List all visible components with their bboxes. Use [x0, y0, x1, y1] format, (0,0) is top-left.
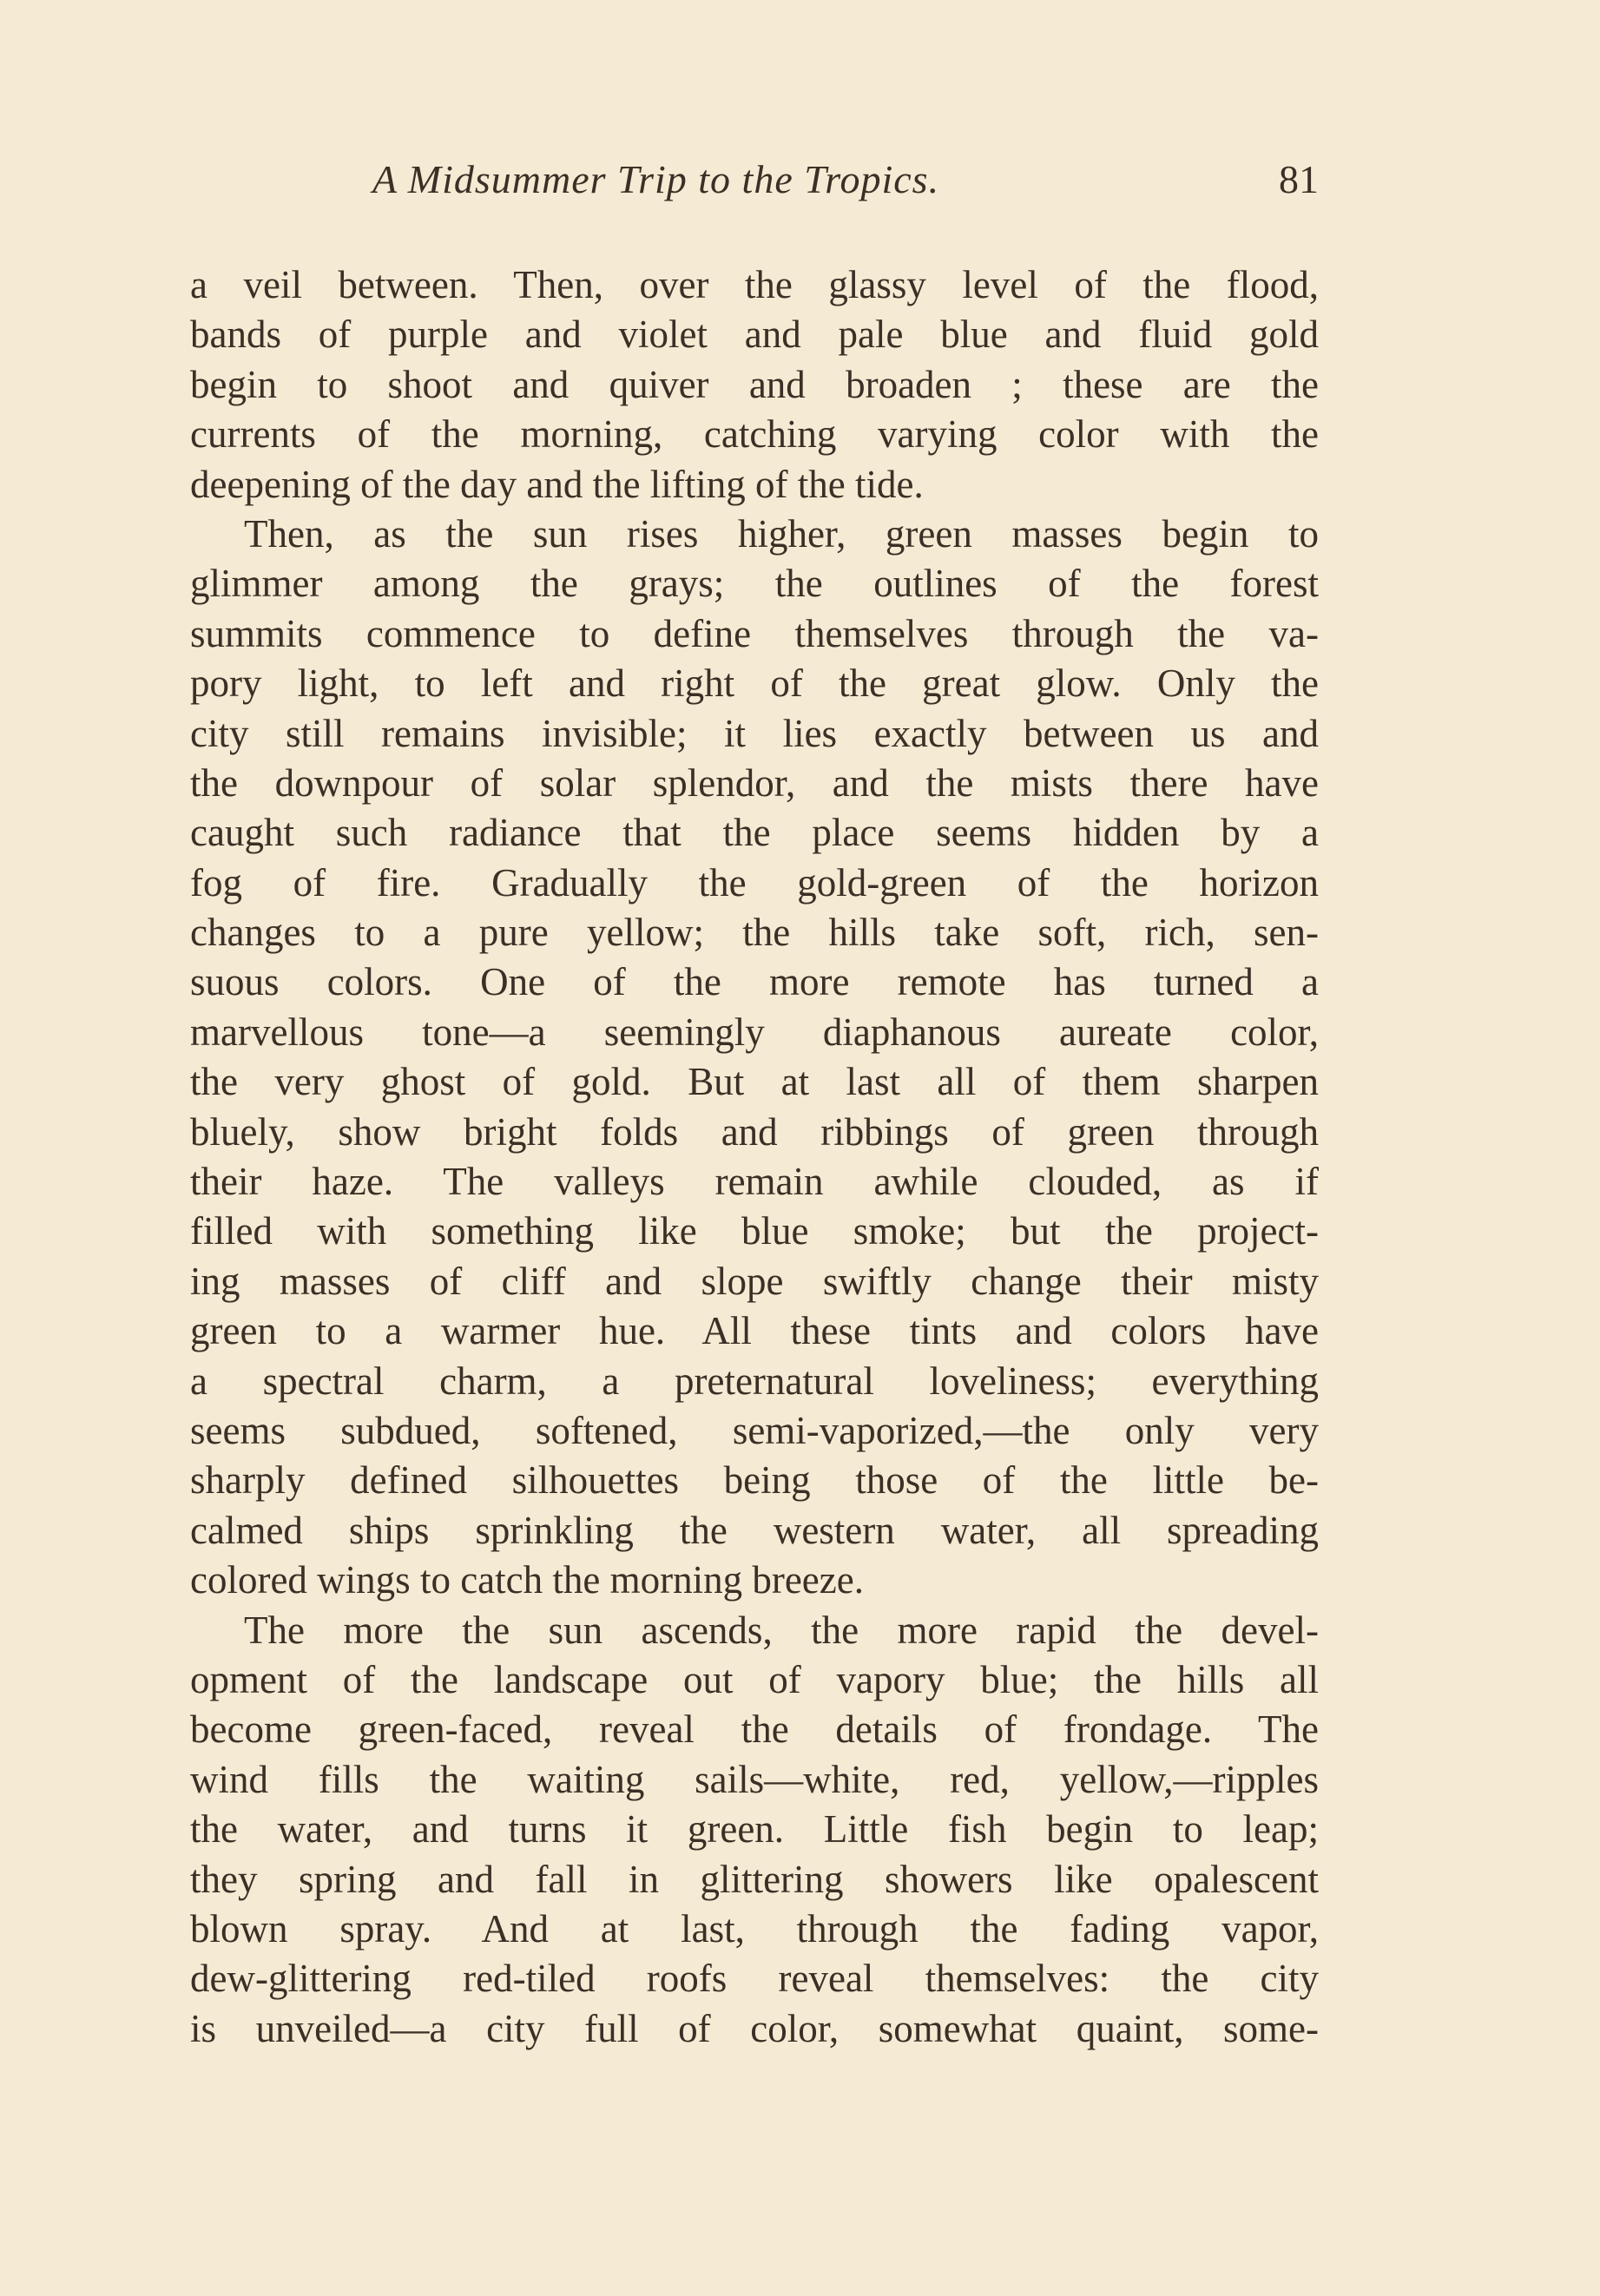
text-line: currents of the morning, catching varying color with the — [190, 412, 1319, 457]
text-line: marvellous tone—a seemingly diaphanous aureate color, — [190, 1010, 1319, 1054]
body-text — [190, 260, 1319, 2054]
text-line: The more the sun ascends, the more rapid the devel- — [244, 1608, 1319, 1652]
text-line: wind fills the waiting sails—white, red, yellow,—ripples — [190, 1757, 1319, 1801]
page-number: 81 — [1279, 157, 1319, 201]
text-line: dew-glittering red-tiled roofs reveal themselves: the city — [190, 1957, 1319, 2001]
page-header — [190, 156, 1319, 208]
text-line: they spring and fall in glittering showers like opalescent — [190, 1857, 1319, 1901]
text-line: seems subdued, softened, semi-vaporized,—the only very — [190, 1408, 1319, 1452]
text-line: Then, as the sun rises higher, green masses begin to — [244, 511, 1319, 556]
text-line: a spectral charm, a preternatural loveliness; everything — [190, 1359, 1319, 1403]
text-line: ing masses of cliff and slope swiftly change their misty — [190, 1259, 1319, 1303]
text-line: the very ghost of gold. But at last all of them sharpen — [190, 1060, 1319, 1104]
text-line: the downpour of solar splendor, and the mists there have — [190, 760, 1319, 805]
text-line: changes to a pure yellow; the hills take soft, rich, sen- — [190, 911, 1319, 955]
text-line: opment of the landscape out of vapory blue; the hills all — [190, 1657, 1319, 1701]
text-line: become green-faced, reveal the details of frondage. The — [190, 1707, 1319, 1752]
text-line: sharply defined silhouettes being those of the little be- — [190, 1458, 1319, 1503]
text-line: bands of purple and violet and pale blue and fluid gold — [190, 312, 1319, 357]
paragraph — [190, 510, 1319, 1606]
text-line: is unveiled—a city full of color, somewhat quaint, some- — [190, 2006, 1319, 2050]
text-line: filled with something like blue smoke; but the project- — [190, 1209, 1319, 1253]
text-line: blown spray. And at last, through the fading vapor, — [190, 1906, 1319, 1951]
text-line: green to a warmer hue. All these tints and colors have — [190, 1309, 1319, 1353]
text-line: colored wings to catch the morning breeze. — [190, 1558, 864, 1602]
paragraph — [190, 1606, 1319, 2055]
text-line: deepening of the day and the lifting of the tide. — [190, 462, 924, 506]
text-line: caught such radiance that the place seems hidden by a — [190, 811, 1319, 855]
text-line: their haze. The valleys remain awhile clouded, as if — [190, 1160, 1319, 1204]
text-line: pory light, to left and right of the great glow. Only the — [190, 661, 1319, 706]
text-line: a veil between. Then, over the glassy level of the flood, — [190, 263, 1319, 306]
text-line: bluely, show bright folds and ribbings of green through — [190, 1109, 1319, 1154]
running-title: A Midsummer Trip to the Tropics. — [372, 157, 940, 201]
text-line: summits commence to define themselves through the va- — [190, 611, 1319, 655]
text-line: suous colors. One of the more remote has turned a — [190, 960, 1319, 1004]
text-line: city still remains invisible; it lies exactly between us and — [190, 711, 1319, 755]
text-line: the water, and turns it green. Little fish begin to leap; — [190, 1807, 1319, 1852]
paragraph — [190, 260, 1319, 510]
text-line: glimmer among the grays; the outlines of the forest — [190, 562, 1319, 606]
text-line: fog of fire. Gradually the gold-green of the horizon — [190, 860, 1319, 905]
text-line: begin to shoot and quiver and broaden ; these are the — [190, 362, 1319, 406]
text-line: calmed ships sprinkling the western water, all spreading — [190, 1508, 1319, 1552]
